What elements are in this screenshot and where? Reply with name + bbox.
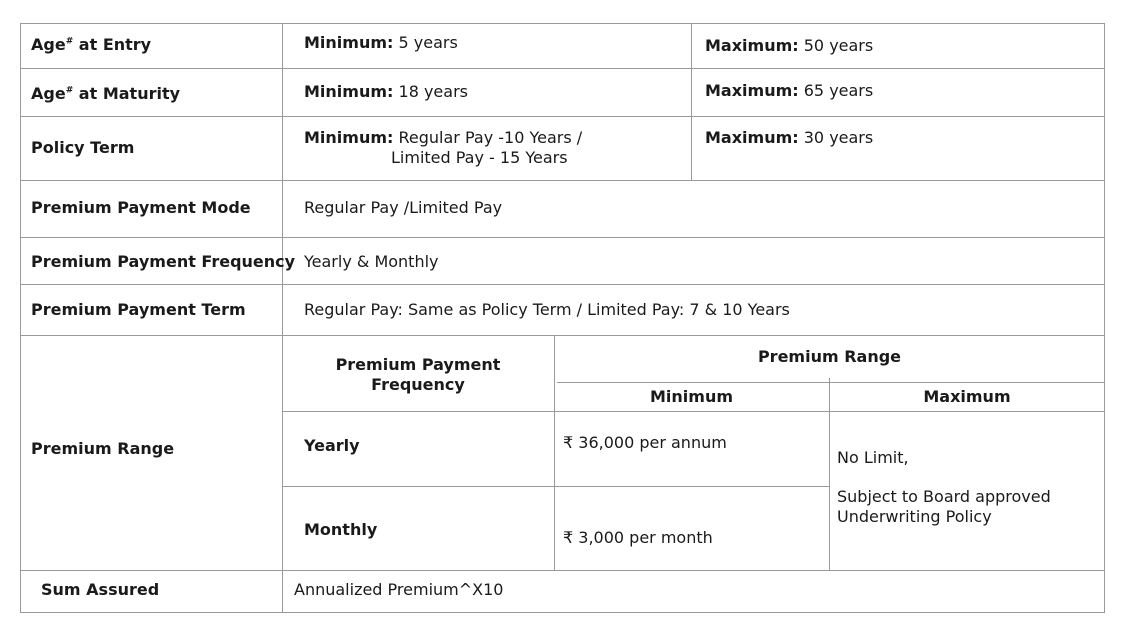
age-entry-minimum: Minimum: 5 years [304, 33, 458, 52]
age-entry-label: Age# at Entry [31, 35, 152, 54]
age-entry-maximum: Maximum: 50 years [705, 36, 874, 55]
maximum-no-limit: No Limit, [837, 448, 909, 467]
payment-term-label: Premium Payment Term [31, 300, 246, 319]
payment-mode-label: Premium Payment Mode [31, 198, 251, 217]
maximum-subject-line1: Subject to Board approved [837, 487, 1051, 506]
policy-term-label: Policy Term [31, 138, 135, 157]
payment-mode-value: Regular Pay /Limited Pay [304, 198, 503, 217]
column-divider [282, 23, 283, 613]
policy-term-minimum-line2: Limited Pay - 15 Years [391, 148, 568, 167]
monthly-minimum: ₹ 3,000 per month [563, 528, 713, 547]
row-divider [20, 68, 1105, 69]
subtable-divider [282, 486, 829, 487]
premium-range-label: Premium Range [31, 439, 175, 458]
premium-range-column-header: Premium Range [757, 347, 902, 366]
column-divider [691, 23, 692, 180]
column-divider [554, 335, 555, 570]
policy-term-maximum: Maximum: 30 years [705, 128, 874, 147]
age-maturity-minimum: Minimum: 18 years [304, 82, 468, 101]
sum-assured-label: Sum Assured [41, 580, 160, 599]
maximum-column-header: Maximum [923, 387, 1011, 406]
age-maturity-maximum: Maximum: 65 years [705, 81, 874, 100]
row-divider [20, 570, 1105, 571]
age-maturity-label: Age# at Maturity [31, 84, 181, 103]
row-divider [20, 284, 1105, 285]
payment-frequency-label: Premium Payment Frequency [31, 252, 296, 271]
yearly-minimum: ₹ 36,000 per annum [563, 433, 727, 452]
subtable-divider [557, 382, 1105, 383]
maximum-subject-line2: Underwriting Policy [837, 507, 992, 526]
payment-term-value: Regular Pay: Same as Policy Term / Limited Pay: 7 & 10 Years [304, 300, 790, 319]
frequency-column-header: Premium Payment Frequency [335, 355, 501, 394]
row-divider [20, 237, 1105, 238]
row-divider [20, 335, 1105, 336]
subtable-divider [282, 411, 1105, 412]
payment-frequency-value: Yearly & Monthly [304, 252, 439, 271]
row-divider [20, 116, 1105, 117]
yearly-label: Yearly [304, 436, 360, 455]
sum-assured-value: Annualized Premium^X10 [294, 580, 504, 599]
minimum-column-header: Minimum [649, 387, 733, 406]
policy-term-minimum: Minimum: Regular Pay -10 Years / [304, 128, 583, 147]
monthly-label: Monthly [304, 520, 378, 539]
row-divider [20, 180, 1105, 181]
